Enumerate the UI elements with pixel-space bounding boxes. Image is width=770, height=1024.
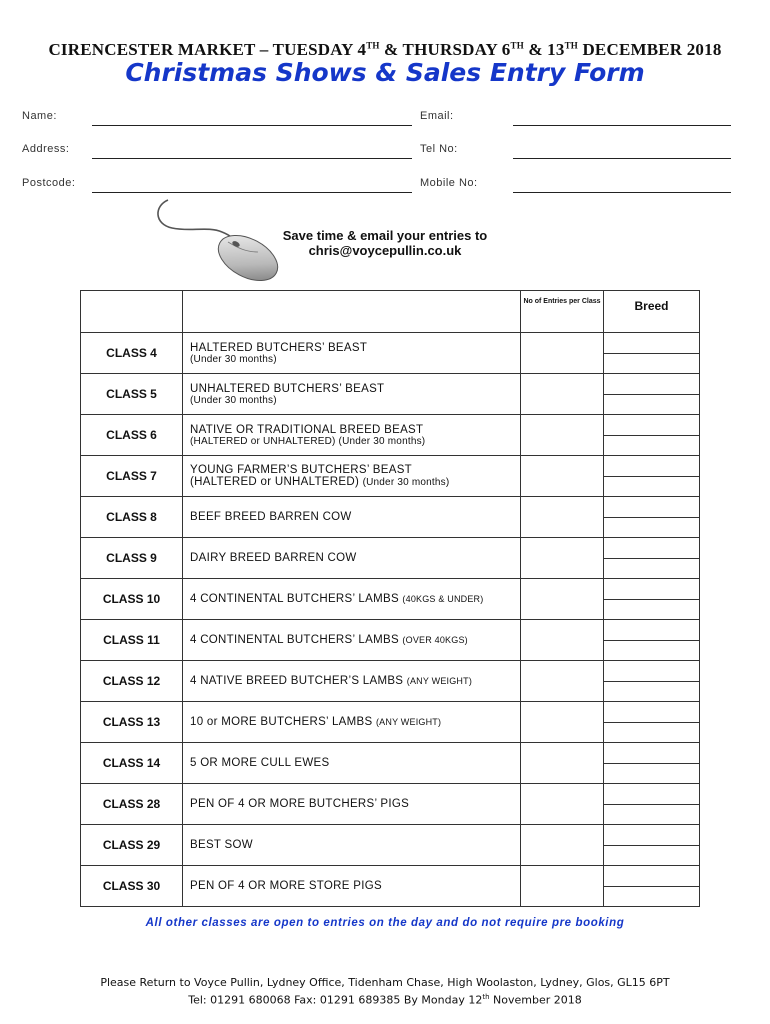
postcode-field[interactable] — [92, 192, 412, 193]
breed-cell[interactable] — [604, 702, 700, 743]
desc-main: 4 NATIVE BREED BUTCHER’S LAMBS — [190, 675, 404, 687]
address-label: Address: — [22, 143, 70, 155]
heading-part: & THURSDAY 6 — [379, 40, 511, 59]
breed-line[interactable] — [604, 456, 699, 476]
desc-sub: (Under 30 months) — [190, 353, 277, 365]
class-label: CLASS 4 — [81, 333, 183, 374]
desc-main: UNHALTERED BUTCHERS’ BEAST — [190, 382, 385, 395]
breed-line[interactable] — [604, 353, 699, 374]
breed-line[interactable] — [604, 599, 699, 620]
table-row — [81, 620, 700, 661]
entries-cell[interactable] — [521, 702, 604, 743]
heading-part: CIRENCESTER MARKET – TUESDAY 4 — [48, 40, 367, 59]
desc-small: (40KGS & UNDER) — [402, 594, 484, 604]
table-header-row — [81, 291, 700, 333]
breed-line[interactable] — [604, 435, 699, 456]
desc-main: 4 CONTINENTAL BUTCHERS’ LAMBS — [190, 593, 399, 605]
return-address-footer — [0, 975, 770, 1008]
footer-contact-text: Tel: 01291 680068 Fax: 01291 689385 By Monday 12 — [188, 993, 483, 1007]
breed-cell[interactable] — [604, 374, 700, 415]
table-row — [81, 538, 700, 579]
breed-cell[interactable] — [604, 866, 700, 907]
desc-small: (OVER 40KGS) — [402, 635, 468, 645]
class-label: CLASS 12 — [81, 661, 183, 702]
class-label: CLASS 28 — [81, 784, 183, 825]
entry-table — [80, 290, 700, 907]
pre-booking-note: All other classes are open to entries on the day and do not require pre booking — [145, 917, 625, 929]
breed-line[interactable] — [604, 661, 699, 681]
breed-line[interactable] — [604, 640, 699, 661]
table-row — [81, 825, 700, 866]
desc-main-2: (HALTERED or UNHALTERED) — [190, 476, 360, 488]
footer-sup: th — [482, 993, 490, 1001]
desc-main: YOUNG FARMER’S BUTCHERS’ BEAST — [190, 464, 412, 476]
class-description — [183, 374, 521, 415]
class-label: CLASS 30 — [81, 866, 183, 907]
tel-label: Tel No: — [420, 143, 458, 155]
breed-cell[interactable] — [604, 579, 700, 620]
breed-line[interactable] — [604, 333, 699, 353]
breed-line[interactable] — [604, 763, 699, 784]
entries-cell[interactable] — [521, 784, 604, 825]
breed-line[interactable] — [604, 579, 699, 599]
class-description — [183, 333, 521, 374]
desc-main: NATIVE OR TRADITIONAL BREED BEAST — [190, 423, 424, 436]
footer-address: Please Return to Voyce Pullin, Lydney Office, Tidenham Chase, High Woolaston, Lydney, Glos, GL15 6PT — [100, 976, 670, 989]
class-label: CLASS 7 — [81, 456, 183, 497]
promo-email-link[interactable]: chris@voycepullin.co.uk — [308, 243, 462, 258]
breed-line[interactable] — [604, 722, 699, 743]
class-label: CLASS 13 — [81, 702, 183, 743]
class-description — [183, 415, 521, 456]
entries-cell[interactable] — [521, 620, 604, 661]
table-row — [81, 415, 700, 456]
table-row — [81, 456, 700, 497]
class-label: CLASS 10 — [81, 579, 183, 620]
breed-line[interactable] — [604, 743, 699, 763]
table-row — [81, 743, 700, 784]
desc-small: (ANY WEIGHT) — [406, 676, 473, 686]
promo-line: Save time & email your entries to — [282, 228, 488, 243]
class-label: CLASS 5 — [81, 374, 183, 415]
name-label: Name: — [22, 110, 57, 122]
breed-line[interactable] — [604, 538, 699, 558]
breed-line[interactable] — [604, 784, 699, 804]
desc-main: 10 or MORE BUTCHERS’ LAMBS — [190, 716, 373, 728]
email-promo — [270, 228, 500, 258]
table-row — [81, 374, 700, 415]
form-title: Christmas Shows & Sales Entry Form — [125, 58, 645, 87]
table-row — [81, 866, 700, 907]
header-entries: No of Entries per Class — [521, 291, 604, 333]
table-row — [81, 784, 700, 825]
breed-line[interactable] — [604, 866, 699, 886]
breed-line[interactable] — [604, 415, 699, 435]
class-label: CLASS 29 — [81, 825, 183, 866]
tel-field[interactable] — [513, 158, 731, 159]
class-label: CLASS 11 — [81, 620, 183, 661]
class-description — [183, 456, 521, 497]
class-description — [183, 702, 521, 743]
address-field[interactable] — [92, 158, 412, 159]
entries-cell[interactable] — [521, 374, 604, 415]
class-description: BEEF BREED BARREN COW — [183, 497, 521, 538]
heading-part: & 13 — [523, 40, 565, 59]
breed-cell[interactable] — [604, 333, 700, 374]
desc-sub: (Under 30 months) — [362, 477, 450, 488]
class-label: CLASS 9 — [81, 538, 183, 579]
entries-cell[interactable] — [521, 415, 604, 456]
desc-small: (ANY WEIGHT) — [375, 717, 442, 727]
breed-cell[interactable] — [604, 497, 700, 538]
breed-cell[interactable] — [604, 620, 700, 661]
breed-cell[interactable] — [604, 538, 700, 579]
computer-mouse-icon — [150, 196, 290, 286]
entries-cell[interactable] — [521, 825, 604, 866]
email-field[interactable] — [513, 125, 731, 126]
class-description: DAIRY BREED BARREN COW — [183, 538, 521, 579]
class-description: PEN OF 4 OR MORE STORE PIGS — [183, 866, 521, 907]
breed-cell[interactable] — [604, 456, 700, 497]
class-label: CLASS 14 — [81, 743, 183, 784]
breed-line[interactable] — [604, 517, 699, 538]
breed-line[interactable] — [604, 394, 699, 415]
breed-line[interactable] — [604, 374, 699, 394]
breed-line[interactable] — [604, 476, 699, 497]
email-label: Email: — [420, 110, 454, 122]
class-description: BEST SOW — [183, 825, 521, 866]
table-row — [81, 702, 700, 743]
entries-cell[interactable] — [521, 538, 604, 579]
breed-cell[interactable] — [604, 784, 700, 825]
entries-cell[interactable] — [521, 579, 604, 620]
desc-line2 — [190, 476, 520, 488]
class-description: PEN OF 4 OR MORE BUTCHERS’ PIGS — [183, 784, 521, 825]
class-label: CLASS 6 — [81, 415, 183, 456]
breed-line[interactable] — [604, 497, 699, 517]
class-description — [183, 579, 521, 620]
desc-main: HALTERED BUTCHERS’ BEAST — [190, 341, 368, 354]
breed-line[interactable] — [604, 804, 699, 825]
class-label: CLASS 8 — [81, 497, 183, 538]
name-field[interactable] — [92, 125, 412, 126]
table-row — [81, 579, 700, 620]
breed-line[interactable] — [604, 702, 699, 722]
header-cell-desc — [183, 291, 521, 333]
entries-cell[interactable] — [521, 866, 604, 907]
entries-cell[interactable] — [521, 456, 604, 497]
heading-sup: TH — [366, 40, 380, 51]
heading-sup: TH — [510, 40, 524, 51]
breed-line[interactable] — [604, 620, 699, 640]
class-description — [183, 661, 521, 702]
table-row — [81, 661, 700, 702]
breed-cell[interactable] — [604, 825, 700, 866]
breed-cell[interactable] — [604, 415, 700, 456]
heading-sup: TH — [564, 40, 578, 51]
entries-cell[interactable] — [521, 661, 604, 702]
desc-sub: (HALTERED or UNHALTERED) (Under 30 months) — [190, 435, 426, 447]
breed-cell[interactable] — [604, 661, 700, 702]
breed-line[interactable] — [604, 886, 699, 907]
desc-main: 4 CONTINENTAL BUTCHERS’ LAMBS — [190, 634, 399, 646]
entries-cell[interactable] — [521, 497, 604, 538]
table-row — [81, 333, 700, 374]
footer-contact-end: November 2018 — [489, 993, 582, 1007]
header-breed: Breed — [604, 291, 700, 333]
entries-cell[interactable] — [521, 743, 604, 784]
header-cell-class — [81, 291, 183, 333]
mobile-field[interactable] — [513, 192, 731, 193]
postcode-label: Postcode: — [22, 177, 76, 189]
table-row — [81, 497, 700, 538]
footer-contact — [0, 990, 770, 1008]
breed-line[interactable] — [604, 558, 699, 579]
breed-line[interactable] — [604, 681, 699, 702]
mobile-label: Mobile No: — [420, 177, 478, 189]
class-description — [183, 620, 521, 661]
desc-sub: (Under 30 months) — [190, 394, 277, 406]
breed-line[interactable] — [604, 825, 699, 845]
breed-cell[interactable] — [604, 743, 700, 784]
breed-line[interactable] — [604, 845, 699, 866]
entries-cell[interactable] — [521, 333, 604, 374]
class-description: 5 OR MORE CULL EWES — [183, 743, 521, 784]
page-heading — [0, 40, 770, 60]
heading-part: DECEMBER 2018 — [578, 40, 722, 59]
